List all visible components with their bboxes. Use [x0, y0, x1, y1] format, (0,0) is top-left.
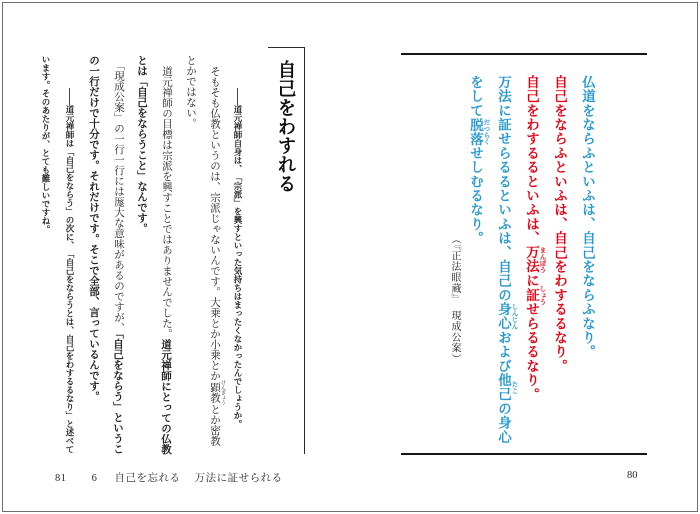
quote-block — [401, 53, 647, 455]
right-page-footer — [627, 470, 638, 481]
paragraph: 「現成公案」の一行一行には厖大な意味があるのですが、「自己をならう」というこの一行だけで十分です。それだけです。そこで全部、言っているんです。 — [88, 55, 124, 454]
page-number-right: 80 — [627, 470, 638, 481]
page-number-left: 81 — [55, 473, 67, 484]
paragraph: 道元禅師の目標は宗派を興すことではありませんでした。道元禅師にとっての仏教とは「自己をならうこと」なんです。 — [136, 55, 172, 454]
quote-attribution: （『正法眼蔵』 現成公案） — [449, 234, 460, 365]
quote-line: 自己をならふといふは、自己をわするるなり。 — [552, 75, 567, 374]
chapter-number: 6 — [91, 473, 98, 484]
quote-line: 万法に証せらるるといふは、自己の身心 しんじんおよび他己 たこの身心をして脱落 だつらくせしむるなり。 — [468, 75, 518, 445]
chapter-title: 自己を忘れる — [114, 473, 181, 484]
interview-question: ――道元禅師自身は、「宗派」を興すといった気持ちはまったくなかったんでしょうか。 — [233, 88, 243, 428]
section-title: 自己をわすれる — [276, 60, 297, 193]
left-page-body — [28, 55, 250, 455]
left-page-footer — [55, 470, 283, 485]
interview-question: ――道元禅師は「自己をならう」の次に、「自己をならうとは、自己をわするるなり」と述べています。そのあたりが、とても難しいですね。 — [41, 55, 75, 454]
quote-line: 自己をわするるといふは、万法 まんぼうに証 しょうせらるるなり。 — [524, 75, 546, 402]
paragraph: そもそも仏教というのは、宗派じゃないんです。大乗とか小乗とか顕教 けんぎょうとか密教とかではない。 — [185, 55, 225, 446]
quote-line: 仏道をならふといふは、自己をならふなり。 — [580, 75, 595, 359]
chapter-subtitle: 万法に証せられる — [194, 473, 283, 484]
quote-text — [461, 55, 601, 453]
section-title-rule — [268, 47, 305, 454]
